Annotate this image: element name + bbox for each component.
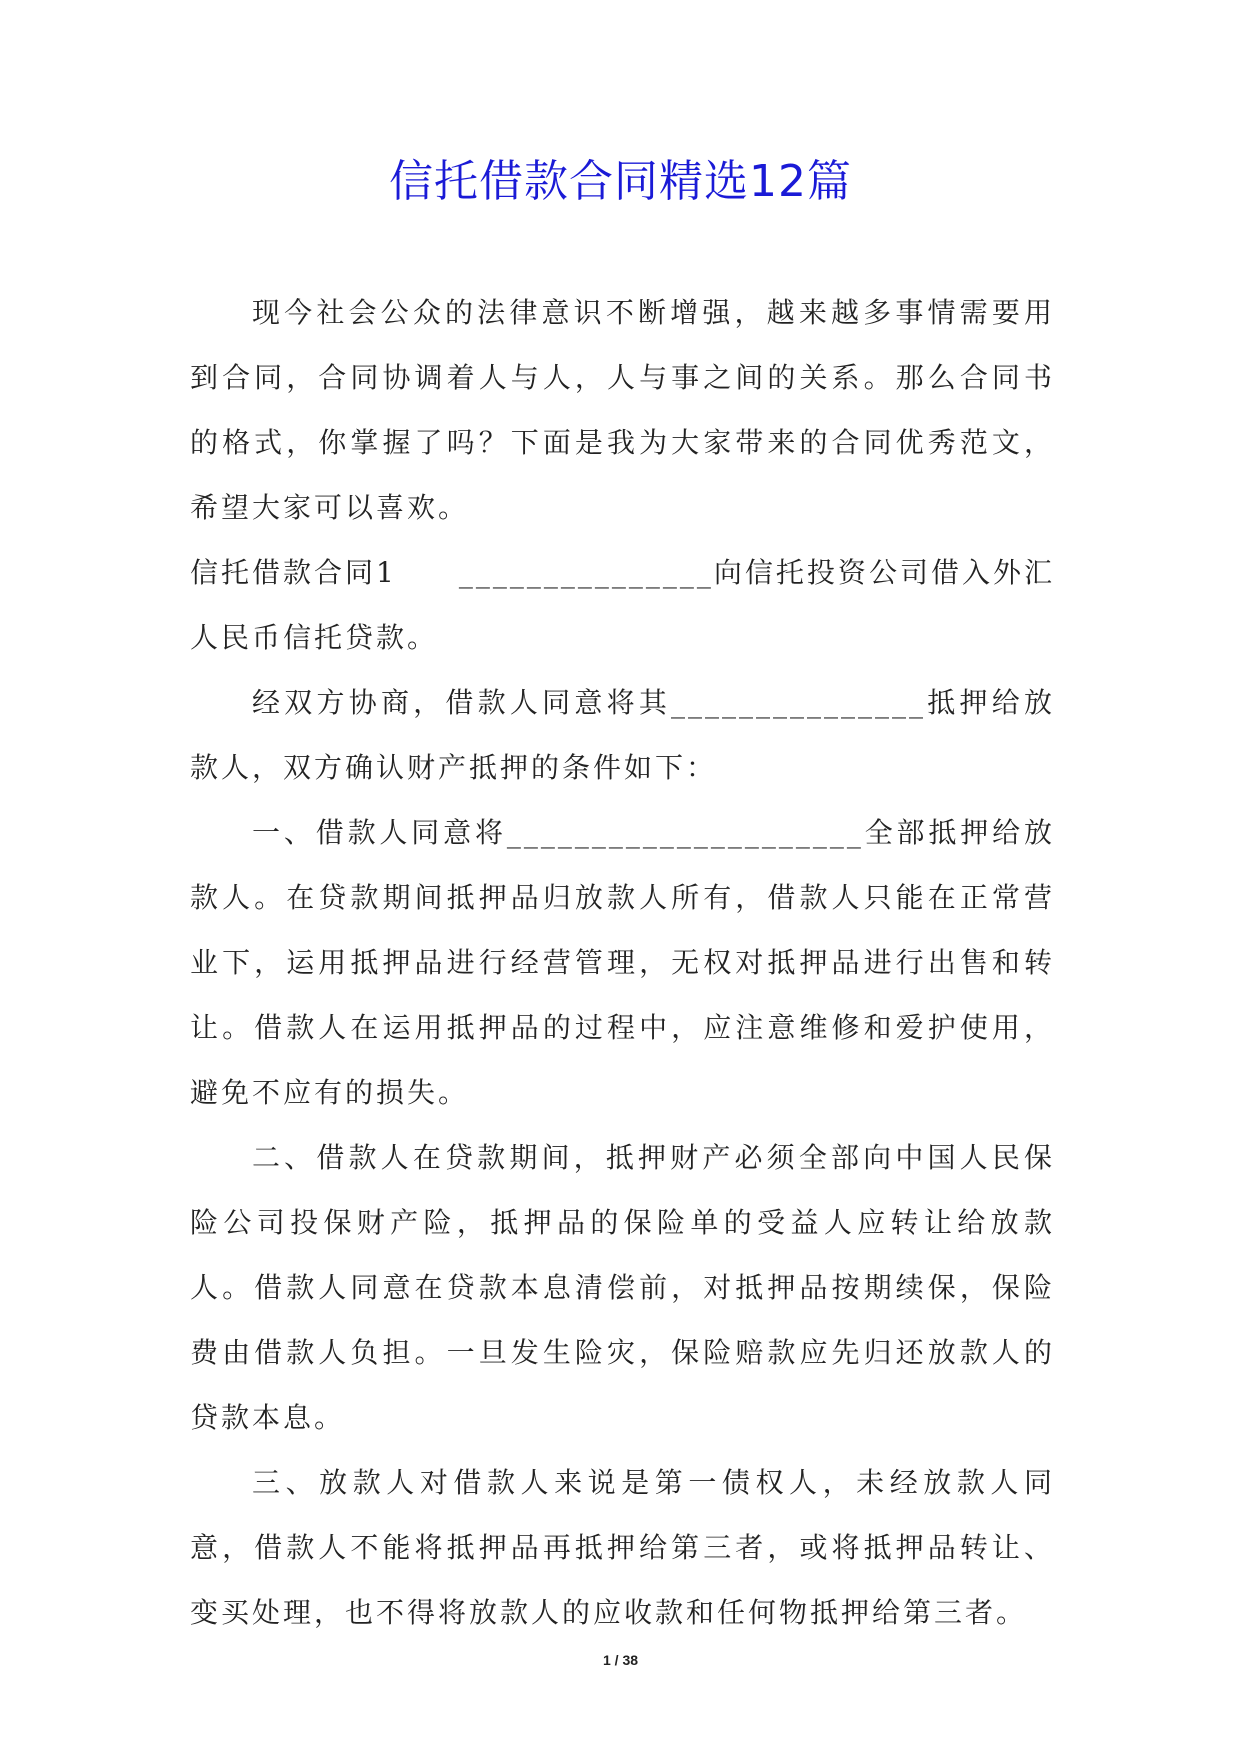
document-body bbox=[190, 280, 1055, 1645]
intro-paragraph: 现今社会公众的法律意识不断增强，越来越多事情需要用到合同，合同协调着人与人，人与事之间的关系。那么合同书的格式，你掌握了吗？下面是我为大家带来的合同优秀范文，希望大家可以喜欢。 bbox=[190, 296, 1055, 524]
clause-two-paragraph: 二、借款人在贷款期间，抵押财产必须全部向中国人民保险公司投保财产险，抵押品的保险单的受益人应转让给放款人。借款人同意在贷款本息清偿前，对抵押品按期续保，保险费由借款人负担。一旦发生险灾，保险赔款应先归还放款人的贷款本息。 bbox=[190, 1141, 1055, 1434]
clause-one-paragraph: 一、借款人同意将_____________________全部抵押给放款人。在贷款期间抵押品归放款人所有，借款人只能在正常营业下，运用抵押品进行经营管理，无权对抵押品进行出售和转让。借款人在运用抵押品的过程中，应注意维修和爱护使用，避免不应有的损失。 bbox=[190, 816, 1055, 1109]
contract-heading-paragraph: 信托借款合同1 _______________向信托投资公司借入外汇人民币信托贷款。 bbox=[190, 556, 1055, 654]
clause-three-paragraph: 三、放款人对借款人来说是第一债权人，未经放款人同意，借款人不能将抵押品再抵押给第三者，或将抵押品转让、变买处理，也不得将放款人的应收款和任何物抵押给第三者。 bbox=[190, 1466, 1055, 1629]
document-title: 信托借款合同精选12篇 bbox=[389, 156, 852, 207]
page-number: 1 / 38 bbox=[602, 1652, 639, 1668]
negotiation-paragraph: 经双方协商，借款人同意将其_______________抵押给放款人，双方确认财产抵押的条件如下： bbox=[190, 686, 1055, 784]
